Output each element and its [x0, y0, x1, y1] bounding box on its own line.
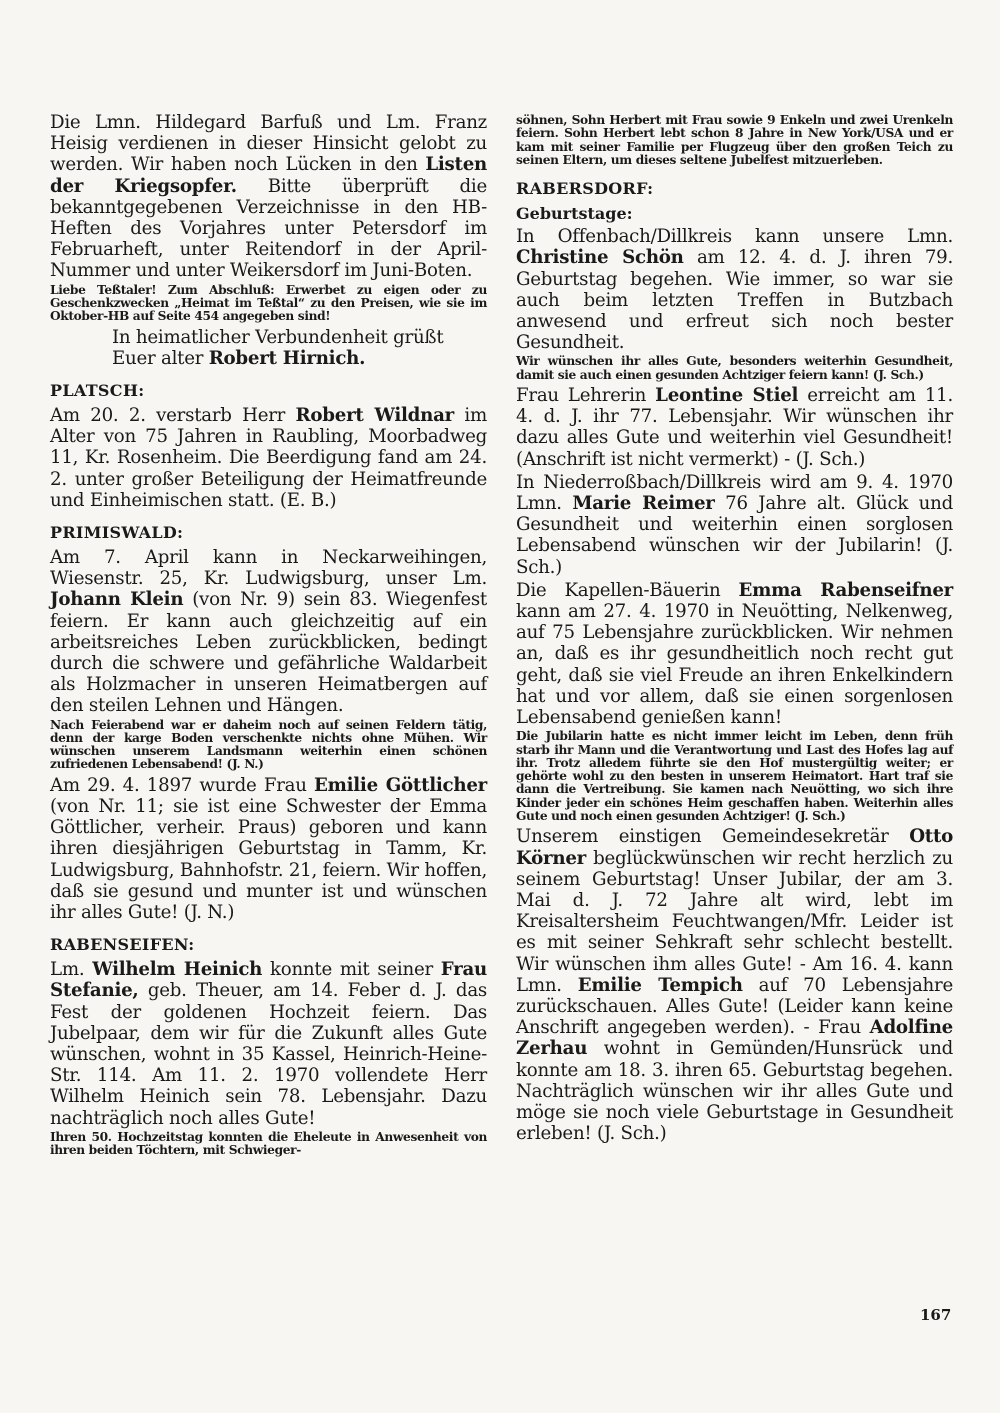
text-run: 76 Jahre alt. Glück und Gesundheit und weiterhin einen sorglosen Lebensabend wünschen wir der Jubilarin! (J. Sch.) — [516, 493, 953, 578]
rabersdorf-paragraph-schoen — [516, 226, 953, 353]
heading-rabenseifen: RABENSEIFEN: — [50, 935, 195, 955]
text-run: Am 7. April kann in Neckarweihingen, Wiesenstr. 25, Kr. Ludwigsburg, unser Lm. — [50, 546, 487, 590]
text-run: Bitte überprüft die bekanntgegebenen Verzeichnisse in den HB-Heften des Vorjahres unter Petersdorf im Februarheft, unter Reitendorf in der April-Nummer und unter Weikersdorf im Juni-Boten. — [50, 175, 487, 282]
bold-name: Marie Reimer — [572, 493, 715, 515]
text-run: auf 70 Lebensjahre zurückschauen. Alles Gute! (Leider kann keine Anschrift angegeben werden). - Frau — [516, 974, 953, 1039]
text-run: Die Kapellen-Bäuerin — [516, 579, 739, 601]
bold-name: Emilie Tempich — [577, 974, 743, 996]
text-run: Lm. — [50, 959, 93, 981]
primiswald-paragraph-goettlicher — [50, 775, 487, 923]
text-run: am 12. 4. d. J. ihren 79. Geburtstag begehen. Wie immer, so war sie auch beim letzten Treffen in Butzbach anwesend und erfreut sich noch bester Gesundheit. — [516, 247, 954, 354]
bold-name: Robert Hirnich. — [208, 347, 366, 369]
small-note-schoen: Wir wünschen ihr alles Gute, besonders weiterhin Gesundheit, damit sie auch einen gesunden Achtziger feiern kann! (J. Sch.) — [516, 354, 953, 382]
small-note-rabenseifner: Die Jubilarin hatte es nicht immer leicht im Leben, denn früh starb ihr Mann und die Verantwortung und Last des Hofes lag auf ihr. Trotz alledem führte sie den Hof mustergültig weiter; er gehörte wohl zu den besten in unserem Heimatort. Hart traf sie dann die Vertreibung. Sie kamen nach Neuötting, wo sich ihre Kinder jeder ein schönes Heim geschaffen haben. Weiterhin alles Gute und noch einen gesunden Achtziger! (J. Sch.) — [516, 729, 953, 824]
bold-name: Robert Wildnar — [295, 404, 454, 426]
bold-name: Wilhelm Heinich — [92, 959, 263, 981]
heading-rabersdorf: RABERSDORF: — [516, 179, 654, 199]
small-note-primiswald: Nach Feierabend war er daheim noch auf seinen Feldern tätig, denn der karge Boden verschenkte nichts ohne Mühen. Wir wünschen unserem Landsmann weiterhin einen schönen zufriedenen Lebensabend! (J. N.) — [50, 717, 487, 772]
text-run: konnte mit seiner — [262, 959, 441, 981]
rabersdorf-paragraph-reimer — [516, 472, 953, 578]
bold-name: Christine Schön — [516, 247, 684, 269]
text-run: Unserem einstigen Gemeindesekretär — [516, 826, 910, 848]
text-run: im Alter von 75 Jahren in Raubling, Moorbadweg 11, Kr. Rosenheim. Die Beerdigung fand am 24. 2. unter großer Beteiligung der Heimatfreunde und Einheimischen statt. (E. B.) — [50, 404, 487, 511]
small-note-continued: söhnen, Sohn Herbert mit Frau sowie 9 Enkeln und zwei Urenkeln feiern. Sohn Herbert lebt schon 8 Jahre in New York/USA und er kam mit seiner Familie per Flugzeug über den großen Teich zu seinen Eltern, um dieses seltene Jubelfest mitzuerleben. — [516, 113, 953, 167]
bold-name: Listen der Kriegsopfer. — [50, 154, 487, 197]
text-run: (von Nr. 11; sie ist eine Schwester der Emma Göttlicher, verheir. Praus) geboren und kann ihren diesjährigen Geburtstag in Tamm, Kr. Ludwigsburg, Bahnhofstr. 21, feiern. Wir hoffen, daß sie gesund und munter ist und wünschen ihr alles Gute! (J. N.) — [50, 795, 487, 923]
small-note-rabenseifen: Ihren 50. Hochzeitstag konnten die Eheleute in Anwesenheit von ihren beiden Töchtern, mit Schwieger- — [50, 1129, 487, 1158]
text-run: (von Nr. 9) sein 83. Wiegenfest feiern. Er kann auch gleichzeitig auf ein arbeitsreiches Leben zurückblicken, bedingt durch die schwere und gefährliche Waldarbeit als Holzmacher in unseren Heimatbergen auf den steilen Lehnen und Hängen. — [50, 589, 487, 717]
primiswald-paragraph-klein — [50, 547, 487, 717]
rabenseifen-paragraph — [50, 959, 487, 1129]
text-run: In Niederroßbach/Dillkreis wird am 9. 4. 1970 Lmn. — [516, 471, 953, 515]
platsch-paragraph — [50, 405, 487, 511]
text-run: Am 20. 2. verstarb Herr — [50, 404, 296, 426]
bold-name: Otto Körner — [516, 826, 953, 869]
text-run: Die Lmn. Hildegard Barfuß und Lm. Franz Heisig verdienen in dieser Hinsicht gelobt zu werden. Wir haben noch Lücken in den — [50, 112, 487, 176]
bold-name: Emma Rabenseifner — [738, 579, 953, 601]
intro-paragraph — [50, 112, 487, 282]
text-run: wohnt in Gemünden/Hunsrück und konnte am 18. 3. ihren 65. Geburtstag begehen. Nachträglich wünschen wir ihr alles Gute und möge sie noch viele Geburtstage in Gesundheit erleben! (J. Sch.) — [516, 1038, 953, 1145]
closing-greeting — [50, 327, 487, 369]
text-run: beglückwünschen wir recht herzlich zu seinem Geburtstag! Unser Jubilar, der am 3. Mai d. J. 72 Jahre alt wird, lebt im Kreisaltersheim Feuchtwangen/Mfr. Leider ist es mit seiner Sehkraft sehr schlecht bestellt. Wir wünschen ihm alles Gute! - Am 16. 4. kann Lmn. — [516, 847, 953, 996]
page-number: 167 — [920, 1306, 952, 1324]
rabersdorf-paragraph-rabenseifner — [516, 580, 953, 728]
text-run: Am 29. 4. 1897 wurde Frau — [50, 774, 314, 796]
bold-name: Frau Stefanie, — [50, 959, 487, 1002]
text-run: geb. Theuer, am 14. Feber d. J. das Fest der goldenen Hochzeit feiern. Das Jubelpaar, dem wir für die Zukunft alles Gute wünschen, wohnt in 35 Kassel, Heinrich-Heine-Str. 114. Am 11. 2. 1970 vollendete Herr Wilhelm Heinich sein 78. Lebensjahr. Dazu nachträglich noch alles Gute! — [50, 980, 487, 1129]
small-note-tesstal: Liebe Teßtaler! Zum Abschluß: Erwerbet zu eigen oder zu Geschenkzwecken „Heimat im Teßtal“ zu den Preisen, wie sie im Oktober-HB auf Seite 454 angegeben sind! — [50, 282, 487, 324]
right-column — [516, 112, 953, 1146]
text-run: kann am 27. 4. 1970 in Neuötting, Nelkenweg, auf 75 Lebensjahre zurückblicken. Wir nehmen an, daß es ihr gesundheitlich noch recht gut geht, daß sie viel Freude an ihren Enkelkindern hat und vor allem, daß sie einen sorgenlosen Lebensabend genießen kann! — [516, 601, 953, 729]
rabersdorf-paragraph-stiel — [516, 385, 953, 470]
text-run: Frau Lehrerin — [516, 385, 656, 406]
bold-name: Emilie Göttlicher — [314, 774, 487, 796]
text-run: In heimatlicher Verbundenheit grüßt Euer alter — [112, 326, 444, 369]
heading-platsch: PLATSCH: — [50, 380, 145, 400]
bold-name: Leontine Stiel — [655, 385, 799, 406]
heading-primiswald: PRIMISWALD: — [50, 522, 184, 542]
text-run: In Offenbach/Dillkreis kann unsere Lmn. — [516, 226, 953, 248]
left-column — [50, 112, 487, 1160]
bold-name: Adolfine Zerhau — [516, 1017, 953, 1060]
text-run: erreicht am 11. 4. d. J. ihr 77. Lebensjahr. Wir wünschen ihr dazu alles Gute und weiterhin viel Gesundheit! (Anschrift ist nicht vermerkt) - (J. Sch.) — [516, 385, 954, 470]
subheading-geburtstage: Geburtstage: — [516, 204, 633, 224]
rabersdorf-paragraph-koerner — [516, 826, 953, 1144]
bold-name: Johann Klein — [50, 589, 184, 611]
